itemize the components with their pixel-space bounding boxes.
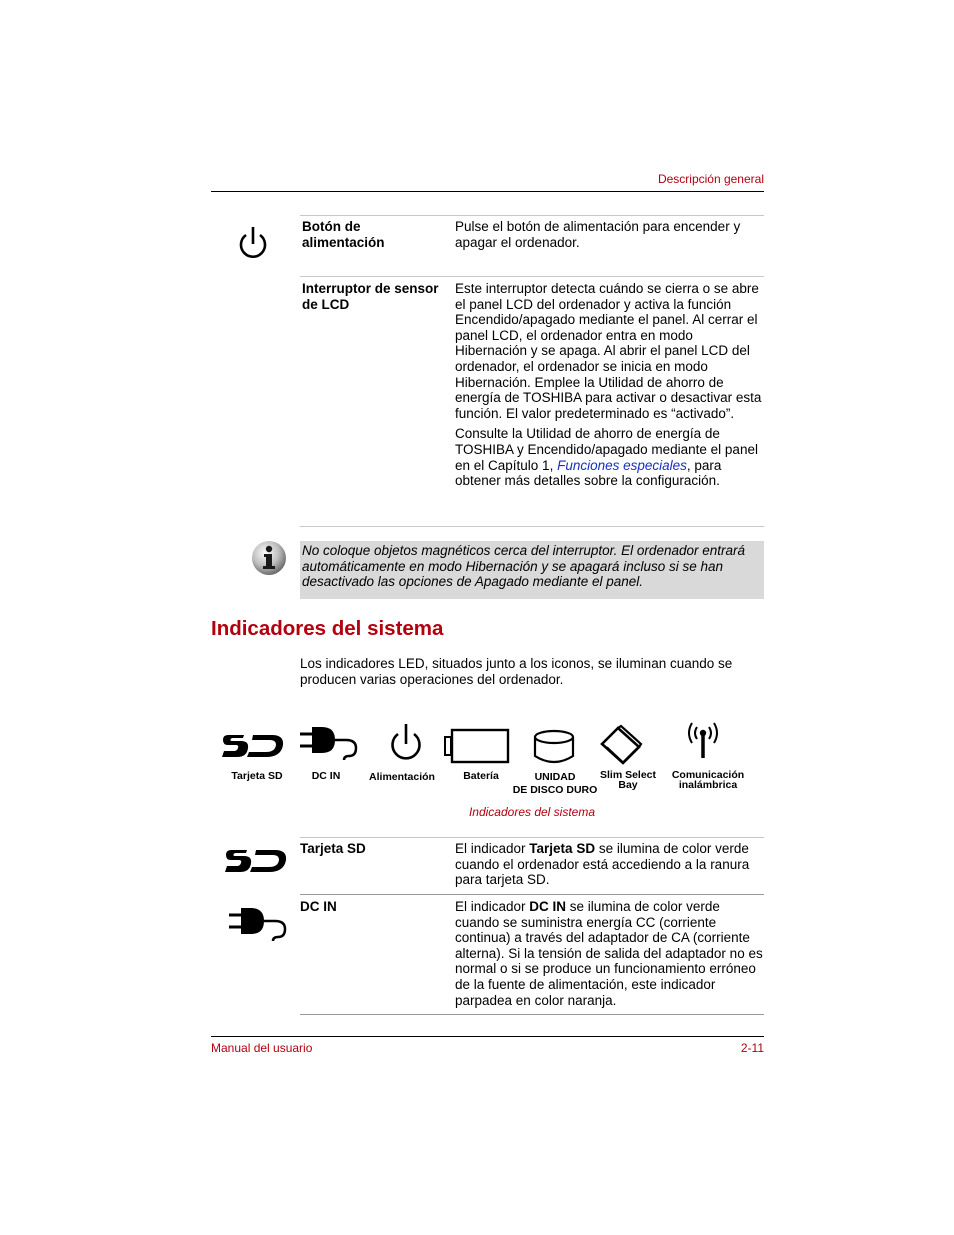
hard-disk-icon xyxy=(533,730,577,764)
dc-in-plug-icon xyxy=(300,726,360,762)
table-rule xyxy=(300,837,764,838)
footer-manual-title: Manual del usuario xyxy=(211,1041,313,1055)
text: , para obtener más detalles sobre la configuración. xyxy=(455,457,722,489)
label-line: Bay xyxy=(618,779,638,791)
info-icon xyxy=(251,540,287,576)
indicator-label-battery: Batería xyxy=(463,770,499,782)
bold-term: DC IN xyxy=(529,899,567,914)
table-rule xyxy=(300,526,764,527)
desc-paragraph xyxy=(455,426,763,488)
text: El indicador xyxy=(455,841,530,856)
term-lcd-sensor: Interruptor de sensor de LCD xyxy=(302,281,439,312)
text: se ilumina de color verde cuando se suministra energía CC (corriente continua) a través del adaptador de CA (corriente alterna). Si la tensión de salida del adaptador no es normal o si se produce un funcionamiento erróneo de la fuente de alimentación, este indicador parpadea en color naranja. xyxy=(455,899,763,1008)
indicator-label-wireless xyxy=(662,770,754,790)
table-rule xyxy=(300,215,764,216)
indicator-label-dcin: DC IN xyxy=(311,770,341,782)
text: Consulte la Utilidad de ahorro de energía de TOSHIBA y Encendido/apagado mediante el panel en el Capítulo 1, xyxy=(455,426,758,473)
term-power-button: Botón de alimentación xyxy=(302,219,385,250)
power-icon xyxy=(388,724,424,764)
label-line: UNIDAD xyxy=(534,771,576,783)
table-rule xyxy=(300,276,764,277)
desc-lcd-sensor xyxy=(455,281,763,494)
header-rule xyxy=(211,191,764,192)
text: El indicador xyxy=(455,899,530,914)
note-text: No coloque objetos magnéticos cerca del interruptor. El ordenador entrará automáticamente en modo Hibernación y se apagará incluso si se han desactivado las opciones de Apagado mediante el panel. xyxy=(302,543,746,590)
table-rule xyxy=(300,1014,764,1015)
indicator-label-power: Alimentación xyxy=(369,771,435,783)
section-intro: Los indicadores LED, situados junto a los iconos, se iluminan cuando se producen varias operaciones del ordenador. xyxy=(300,656,733,687)
indicator-label-sd: Tarjeta SD xyxy=(231,770,283,782)
label-line: inalámbrica xyxy=(678,779,738,791)
footer-rule xyxy=(211,1036,764,1037)
dc-in-plug-icon xyxy=(229,907,289,943)
label-line: Comunicación xyxy=(671,769,745,781)
sd-card-icon xyxy=(225,848,289,876)
battery-icon xyxy=(444,729,510,763)
desc-sd-card xyxy=(455,841,763,888)
page-number: 2-11 xyxy=(740,1041,764,1055)
desc-power-button: Pulse el botón de alimentación para encender y apagar el ordenador. xyxy=(455,219,741,250)
table-rule xyxy=(300,894,764,895)
label-line: DE DISCO DURO xyxy=(512,784,598,796)
figure-caption: Indicadores del sistema xyxy=(468,805,596,819)
label-line: Slim Select xyxy=(599,769,657,781)
term-dc-in: DC IN xyxy=(300,899,337,914)
bold-term: Tarjeta SD xyxy=(529,841,596,856)
link-funciones-especiales[interactable]: Funciones especiales xyxy=(557,457,687,473)
desc-paragraph: Este interruptor detecta cuándo se cierra o se abre el panel LCD del ordenador y activa la función Encendido/apagado mediante el panel. Al cerrar el panel LCD, el ordenador entra en modo Hibernación y se apaga. Al abrir el panel LCD del ordenador, el ordenador se inicia en modo Hibernación. Emplee la Utilidad de ahorro de energía de TOSHIBA para activar o desactivar esta función. El valor predeterminado es “activado”. xyxy=(455,281,762,421)
text: se ilumina de color verde cuando el ordenador está accediendo a la ranura para tarjeta SD. xyxy=(455,841,750,888)
desc-dc-in xyxy=(455,899,763,1008)
section-title: Indicadores del sistema xyxy=(211,617,444,640)
power-icon xyxy=(237,226,269,262)
wireless-antenna-icon xyxy=(684,722,722,760)
term-sd-card: Tarjeta SD xyxy=(300,841,366,856)
running-header: Descripción general xyxy=(657,172,764,186)
indicator-label-slim-bay xyxy=(588,770,668,790)
slim-select-bay-icon xyxy=(601,725,643,765)
sd-card-icon xyxy=(222,733,286,761)
